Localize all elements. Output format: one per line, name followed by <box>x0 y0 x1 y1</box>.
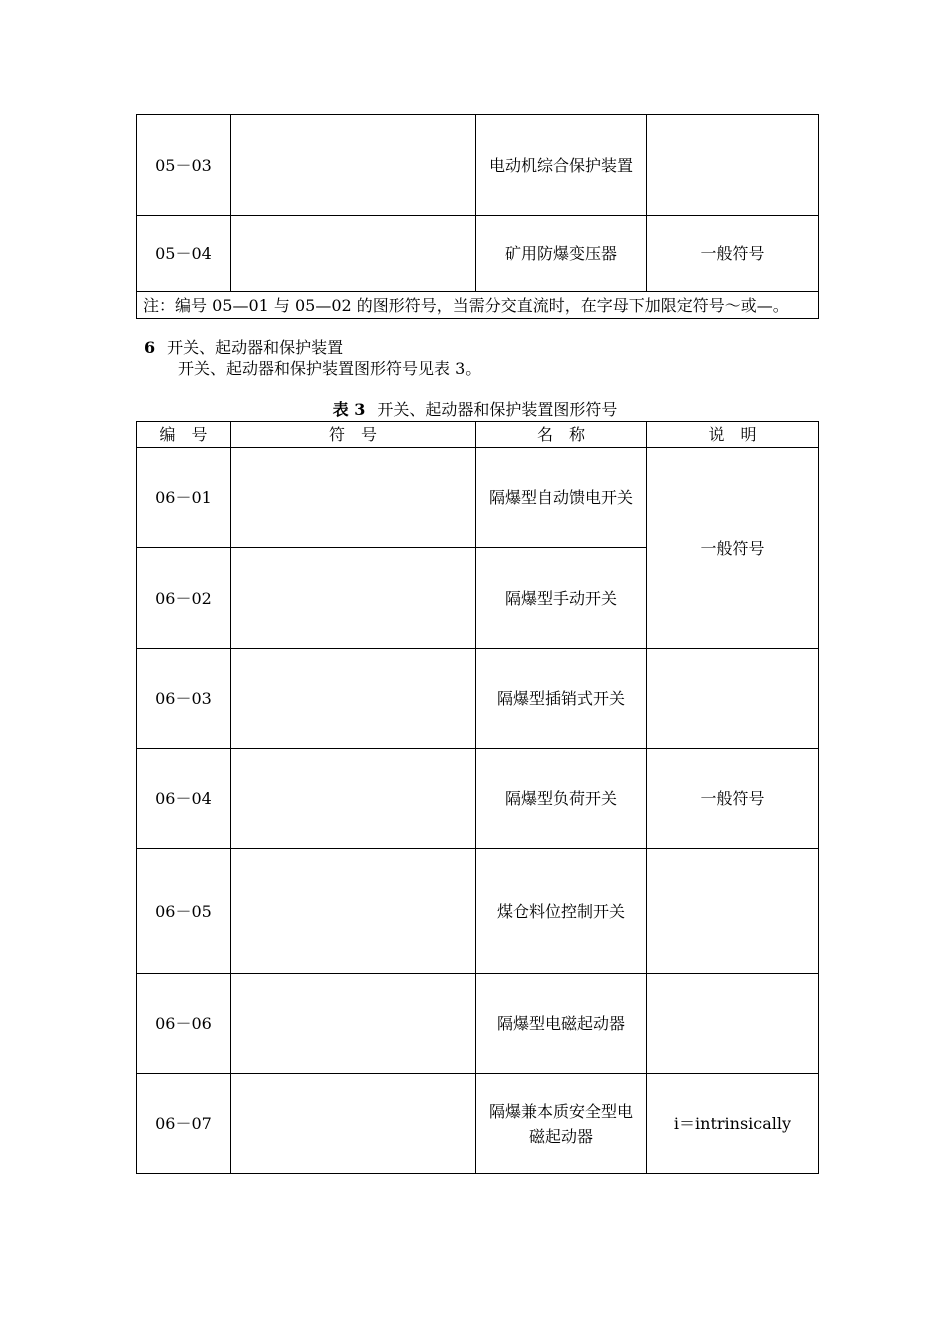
table-row <box>137 448 819 548</box>
note-cell <box>647 974 819 1074</box>
name-cell: 煤仓料位控制开关 <box>476 849 647 974</box>
symbol-cell <box>231 548 476 649</box>
symbol-cell <box>231 216 476 292</box>
symbol-cell <box>231 974 476 1074</box>
section-heading <box>144 337 343 359</box>
table-footnote: 注：编号 05—01 与 05—02 的图形符号，当需分交直流时，在字母下加限定符号～或—。 <box>137 292 819 319</box>
section-number: 6 <box>144 338 156 357</box>
name-cell: 矿用防爆变压器 <box>476 216 647 292</box>
note-cell: i＝intrinsically <box>647 1074 819 1174</box>
caption-number: 表 3 <box>332 400 366 419</box>
table-continuation <box>136 114 819 319</box>
table-row <box>137 974 819 1074</box>
header-code: 编 号 <box>137 422 231 448</box>
symbol-cell <box>231 849 476 974</box>
note-cell <box>647 849 819 974</box>
name-cell: 隔爆型电磁起动器 <box>476 974 647 1074</box>
code-cell: 06－07 <box>137 1074 231 1174</box>
header-note: 说 明 <box>647 422 819 448</box>
name-cell: 隔爆型插销式开关 <box>476 649 647 749</box>
symbol-cell <box>231 749 476 849</box>
name-cell: 隔爆型手动开关 <box>476 548 647 649</box>
code-cell: 06－06 <box>137 974 231 1074</box>
symbol-cell <box>231 448 476 548</box>
note-cell: 一般符号 <box>647 448 819 649</box>
name-cell: 电动机综合保护装置 <box>476 115 647 216</box>
name-cell: 隔爆型负荷开关 <box>476 749 647 849</box>
note-cell: 一般符号 <box>647 216 819 292</box>
name-cell: 隔爆兼本质安全型电磁起动器 <box>476 1074 647 1174</box>
code-cell: 06－03 <box>137 649 231 749</box>
table-header-row <box>137 422 819 448</box>
header-symbol: 符 号 <box>231 422 476 448</box>
table-row <box>137 115 819 216</box>
table-3 <box>136 421 819 1174</box>
note-cell <box>647 115 819 216</box>
note-cell <box>647 649 819 749</box>
code-cell: 05－04 <box>137 216 231 292</box>
caption-title: 开关、起动器和保护装置图形符号 <box>377 400 618 419</box>
section-body: 开关、起动器和保护装置图形符号见表 3。 <box>178 359 482 378</box>
code-cell: 06－01 <box>137 448 231 548</box>
header-name: 名 称 <box>476 422 647 448</box>
table-row <box>137 649 819 749</box>
code-cell: 05－03 <box>137 115 231 216</box>
table-caption <box>0 399 950 421</box>
section-title: 开关、起动器和保护装置 <box>167 338 344 357</box>
name-cell: 隔爆型自动馈电开关 <box>476 448 647 548</box>
table-row <box>137 749 819 849</box>
symbol-cell <box>231 1074 476 1174</box>
code-cell: 06－05 <box>137 849 231 974</box>
code-cell: 06－02 <box>137 548 231 649</box>
footnote-row <box>137 292 819 319</box>
symbol-cell <box>231 115 476 216</box>
note-cell: 一般符号 <box>647 749 819 849</box>
table-row <box>137 216 819 292</box>
symbol-cell <box>231 649 476 749</box>
code-cell: 06－04 <box>137 749 231 849</box>
table-row <box>137 1074 819 1174</box>
table-row <box>137 849 819 974</box>
